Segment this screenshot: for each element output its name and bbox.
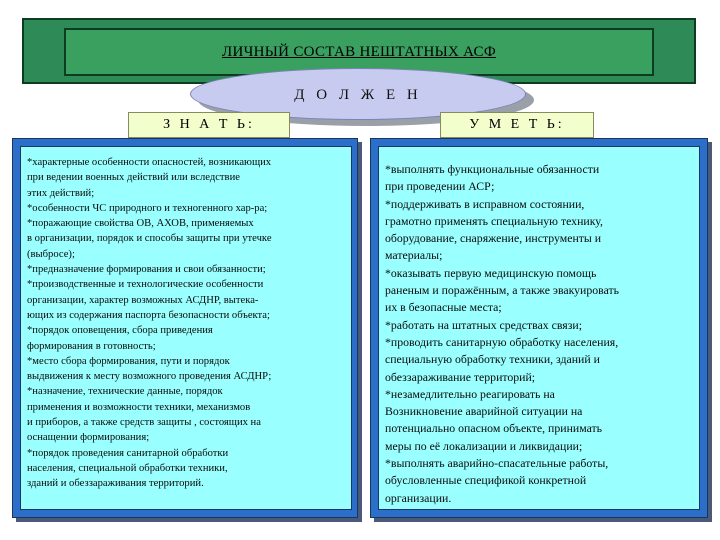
text-line: обеззараживание территорий; (385, 369, 536, 384)
text-line: организации, характер возможных АСДНР, вытека- (27, 294, 259, 306)
text-line: *порядок оповещения, сбора приведения (27, 325, 213, 337)
text-line: *особенности ЧС природного и техногенного хар-ра; (27, 202, 268, 214)
right-content (378, 146, 700, 510)
text-line: потенциально опасном объекте, принимать (385, 421, 603, 436)
text-line: *предназначение формирования и свои обязанности; (27, 264, 266, 276)
text-line: материалы; (385, 248, 443, 263)
text-line: грамотно применять специальную технику, (385, 213, 603, 228)
text-line: оснащении формирования; (27, 432, 150, 444)
text-line: населения, специальной обработки техники, (27, 462, 228, 474)
text-line: выдвижения к месту возможного проведения АСДНР; (27, 371, 272, 383)
text-line: применения и возможности техники, механизмов (27, 401, 251, 413)
page-title: ЛИЧНЫЙ СОСТАВ НЕШТАТНЫХ АСФ (221, 43, 497, 60)
text-line: формирования в готовность; (27, 340, 156, 352)
text-line: и приборов, а также средств защиты , состоящих на (27, 417, 261, 429)
text-line: *характерные особенности опасностей, возникающих (27, 157, 272, 168)
text-line: *место сбора формирования, пути и порядок (27, 355, 230, 367)
text-line: обусловленные спецификой конкретной (385, 473, 587, 488)
text-line: Возникновение аварийной ситуации на (385, 404, 583, 419)
text-line: *проводить санитарную обработку населения, (385, 334, 619, 349)
text-line: организации. (385, 490, 452, 505)
text-line: этих действий; (27, 187, 95, 199)
text-line: *порядок проведения санитарной обработки (27, 447, 229, 459)
text-line: зданий и обеззараживания территорий. (27, 478, 204, 490)
text-line: *поражающие свойства ОВ, АХОВ, применяемых (27, 218, 254, 230)
text-line: *незамедлительно реагировать на (385, 386, 555, 401)
text-line: при проведении АСР; (385, 179, 495, 194)
text-line: специальную обработку техники, зданий и (385, 352, 600, 367)
left-content (20, 146, 352, 510)
text-line: *назначение, технические данные, порядок (27, 386, 223, 398)
text-line: *выполнять аварийно-спасательные работы, (385, 456, 609, 471)
center-label: Д О Л Ж Е Н (294, 86, 422, 103)
text-line: их в безопасные места; (385, 300, 502, 315)
text-line: *производственные и технологические особенности (27, 279, 264, 291)
text-line: оборудование, снаряжение, инструменты и (385, 231, 602, 246)
text-line: раненым и поражённым, а также эвакуировать (385, 283, 620, 298)
know-heading: З Н А Т Ь: (128, 112, 290, 138)
text-line: *работать на штатных средствах связи; (385, 317, 582, 332)
text-line: меры по её локализации и ликвидации; (385, 438, 583, 453)
text-line: *оказывать первую медицинскую помощь (385, 265, 597, 280)
skills-heading: У М Е Т Ь: (440, 112, 594, 138)
text-line: в организации, порядок и способы защиты при утечке (27, 233, 272, 245)
text-line: при ведении военных действий или вследствие (27, 172, 240, 184)
text-line: *поддерживать в исправном состоянии, (385, 196, 585, 211)
text-line: *выполнять функциональные обязанности (385, 162, 600, 176)
text-line: (выбросе); (27, 248, 75, 260)
text-line: ющих из содержания паспорта безопасности объекта; (27, 309, 270, 321)
